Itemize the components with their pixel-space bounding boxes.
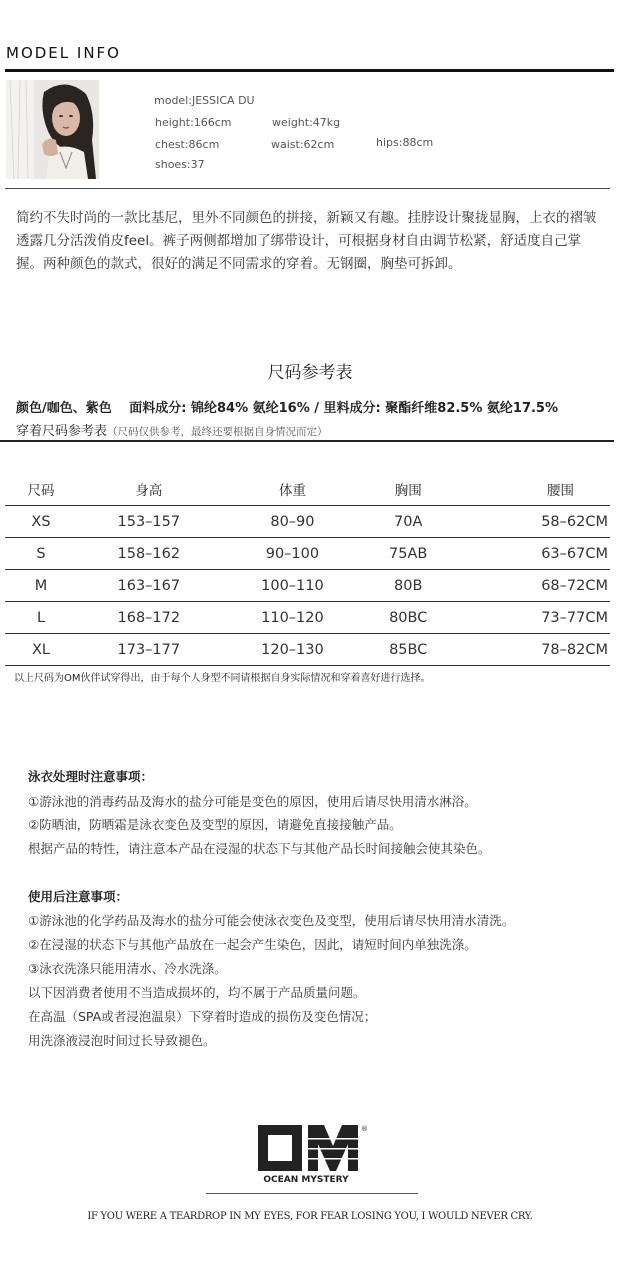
cell-waist: 63–67CM (452, 538, 610, 570)
product-description: 简约不失时尚的一款比基尼，里外不同颜色的拼接，新颖又有趣。挂脖设计聚拢显胸，上衣的褶皱透露几分活泼俏皮feel。裤子两侧都增加了绑带设计，可根据身材自由调节松紧，舒适度自己掌握。两种颜色的款式，很好的满足不同需求的穿着。无钢圈，胸垫可拆卸。 (16, 210, 597, 272)
cell-height: 158–162 (77, 538, 221, 570)
care-section-1-title: 泳衣处理时注意事项： (28, 769, 154, 784)
cell-size: XS (5, 506, 77, 538)
table-row (5, 538, 610, 570)
cell-weight: 110–120 (221, 602, 365, 634)
cell-bust: 75AB (364, 538, 452, 570)
top-divider (5, 69, 614, 72)
size-table-header (5, 472, 610, 506)
cell-height: 163–167 (77, 570, 221, 602)
header-waist: 腰围 (452, 472, 610, 506)
om-logo-icon (256, 1122, 368, 1184)
cell-size: M (5, 570, 77, 602)
care-line: ③泳衣洗涤只能用清水、冷水洗涤。 (28, 961, 227, 976)
header-bust: 胸围 (364, 472, 452, 506)
care-line: ②防晒油，防晒霜是泳衣变色及变型的原因，请避免直接接触产品。 (28, 817, 402, 832)
model-chest: chest:86cm (155, 138, 220, 151)
cell-bust: 70A (364, 506, 452, 538)
tagline-divider (206, 1193, 418, 1194)
material-info: 颜色/咖色、紫色 面料成分: 锦纶84% 氨纶16% / 里料成分: 聚酯纤维82.5% 氨纶17.5% (16, 401, 559, 416)
model-shoes: shoes:37 (155, 158, 205, 171)
model-weight: weight:47kg (272, 116, 341, 129)
brand-name: OCEAN MYSTERY (263, 1175, 349, 1184)
cell-weight: 90–100 (221, 538, 365, 570)
size-reference-note: （尺码仅供参考，最终还要根据自身情况而定） (107, 426, 328, 438)
cell-weight: 120–130 (221, 634, 365, 666)
table-row (5, 570, 610, 602)
care-line: ①游泳池的消毒药品及海水的盐分可能是变色的原因，使用后请尽快用清水淋浴。 (28, 794, 477, 809)
care-line: 根据产品的特性，请注意本产品在浸湿的状态下与其他产品长时间接触会使其染色。 (28, 841, 491, 856)
cell-size: L (5, 602, 77, 634)
cell-bust: 85BC (364, 634, 452, 666)
cell-height: 153–157 (77, 506, 221, 538)
cell-height: 168–172 (77, 602, 221, 634)
model-waist: waist:62cm (271, 138, 335, 151)
size-chart-divider (0, 440, 614, 442)
care-line: 用洗涤液浸泡时间过长导致褪色。 (28, 1033, 216, 1048)
cell-height: 173–177 (77, 634, 221, 666)
care-line: ②在浸湿的状态下与其他产品放在一起会产生染色，因此，请短时间内单独洗涤。 (28, 937, 477, 952)
cell-bust: 80B (364, 570, 452, 602)
registered-mark: ® (361, 1125, 368, 1133)
header-weight: 体重 (221, 472, 365, 506)
model-info-divider (5, 188, 610, 189)
table-row (5, 634, 610, 666)
header-height: 身高 (77, 472, 221, 506)
model-photo (6, 80, 99, 179)
cell-bust: 80BC (364, 602, 452, 634)
size-chart-title: 尺码参考表 (267, 363, 353, 383)
model-info-title: MODEL INFO (6, 44, 121, 62)
cell-size: S (5, 538, 77, 570)
brand-logo (256, 1122, 368, 1188)
table-row (5, 602, 610, 634)
cell-size: XL (5, 634, 77, 666)
size-table (5, 472, 610, 666)
size-reference (16, 420, 328, 439)
brand-tagline: IF YOU WERE A TEARDROP IN MY EYES, FOR FEAR LOSING YOU, I WOULD NEVER CRY. (87, 1211, 533, 1222)
model-height: height:166cm (155, 116, 232, 129)
size-reference-label: 穿着尺码参考表 (16, 424, 108, 439)
cell-waist: 78–82CM (452, 634, 610, 666)
care-line: ①游泳池的化学药品及海水的盐分可能会使泳衣变色及变型，使用后请尽快用清水清洗。 (28, 913, 515, 928)
cell-weight: 100–110 (221, 570, 365, 602)
header-size: 尺码 (5, 472, 77, 506)
model-name: model:JESSICA DU (154, 94, 255, 107)
table-row (5, 506, 610, 538)
cell-waist: 73–77CM (452, 602, 610, 634)
cell-waist: 58–62CM (452, 506, 610, 538)
cell-weight: 80–90 (221, 506, 365, 538)
cell-waist: 68–72CM (452, 570, 610, 602)
care-line: 在高温（SPA或者浸泡温泉）下穿着时造成的损伤及变色情况； (28, 1009, 377, 1024)
care-line: 以下因消费者使用不当造成损坏的，均不属于产品质量问题。 (28, 985, 366, 1000)
size-chart-note: 以上尺码为OM伙伴试穿得出，由于每个人身型不同请根据自身实际情况和穿着喜好进行选择。 (14, 673, 431, 684)
model-hips: hips:88cm (376, 136, 434, 149)
care-section-2-title: 使用后注意事项： (28, 889, 129, 904)
